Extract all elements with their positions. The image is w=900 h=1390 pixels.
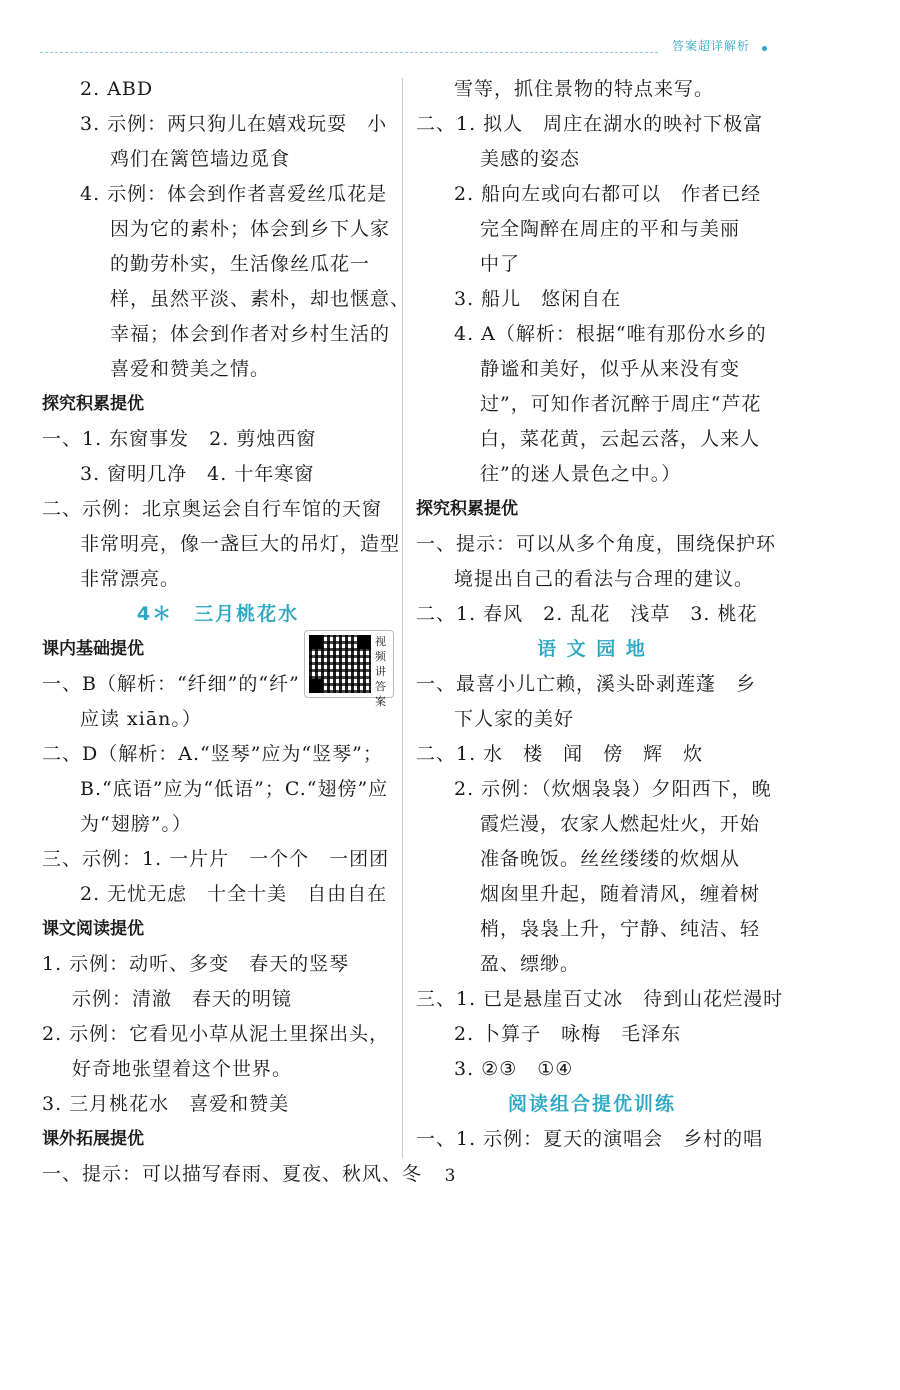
answer-line: 霞烂漫，农家人燃起灶火，开始 xyxy=(480,813,761,835)
answer-line: 的勤劳朴实，生活像丝瓜花一 xyxy=(110,253,371,275)
answer-line: 准备晚饭。丝丝缕缕的炊烟从 xyxy=(480,848,741,870)
column-divider xyxy=(402,78,403,1158)
answer-line: 下人家的美好 xyxy=(454,708,575,730)
answer-line: 好奇地张望着这个世界。 xyxy=(72,1058,293,1080)
answer-line: 一、1. 示例：夏天的演唱会 乡村的唱 xyxy=(416,1128,764,1150)
answer-line: 3. 窗明几净 4. 十年寒窗 xyxy=(80,463,315,485)
section-heading: 探究积累提优 xyxy=(42,394,144,414)
answer-line: 一、提示：可以从多个角度，围绕保护环 xyxy=(416,533,777,555)
answer-line: 3. ②③ ①④ xyxy=(454,1058,574,1080)
answer-line: 3. 示例：两只狗儿在嬉戏玩耍 小 xyxy=(80,113,388,135)
answer-line: 喜爱和赞美之情。 xyxy=(110,358,271,380)
answer-line: 幸福；体会到作者对乡村生活的 xyxy=(110,323,391,345)
answer-line: 非常明亮，像一盏巨大的吊灯，造型 xyxy=(80,533,401,555)
lesson-title: 阅读组合提优训练 xyxy=(507,1093,676,1115)
qr-label: 视频讲答案 xyxy=(375,635,386,708)
answer-line: 美感的姿态 xyxy=(480,148,581,170)
page-number: 3 xyxy=(444,1166,456,1186)
answer-line: 梢，袅袅上升，宁静、纯洁、轻 xyxy=(480,918,761,940)
answer-line: 1. 示例：动听、多变 春天的竖琴 xyxy=(42,953,350,975)
answer-line: 中了 xyxy=(480,253,521,275)
answer-line: 境提出自己的看法与合理的建议。 xyxy=(454,568,755,590)
section-heading: 课文阅读提优 xyxy=(42,919,144,939)
answer-line: 样，虽然平淡、素朴，却也惬意、 xyxy=(110,288,411,310)
answer-line: 静谧和美好，似乎从来没有变 xyxy=(480,358,741,380)
section-heading: 课内基础提优 xyxy=(42,639,144,659)
answer-line: 2. 示例：（炊烟袅袅）夕阳西下，晚 xyxy=(454,778,772,800)
answer-line: 2. 卜算子 咏梅 毛泽东 xyxy=(454,1023,682,1045)
answer-line: 一、最喜小儿亡赖，溪头卧剥莲蓬 乡 xyxy=(416,673,757,695)
header-rule xyxy=(40,52,658,53)
answer-line: 往”的迷人景色之中。） xyxy=(480,463,682,485)
section-heading: 课外拓展提优 xyxy=(42,1129,144,1149)
lesson-title: 语 文 园 地 xyxy=(537,638,647,660)
answer-line: 二、D（解析：A.“竖琴”应为“竖琴”； xyxy=(42,743,383,765)
answer-line: 一、提示：可以描写春雨、夏夜、秋风、冬 xyxy=(42,1163,423,1185)
answer-line: 非常漂亮。 xyxy=(80,568,181,590)
qr-code-icon[interactable] xyxy=(309,635,371,693)
answer-line: 二、1. 春风 2. 乱花 浅草 3. 桃花 xyxy=(416,603,758,625)
answer-line: 2. 无忧无虑 十全十美 自由自在 xyxy=(80,883,388,905)
answer-line: 2. 示例：它看见小草从泥土里探出头， xyxy=(42,1023,390,1045)
answer-line: 一、1. 东窗事发 2. 剪烛西窗 xyxy=(42,428,317,450)
answer-line: 4. 示例：体会到作者喜爱丝瓜花是 xyxy=(80,183,388,205)
answer-line: 2. ABD xyxy=(80,78,154,100)
answer-line: 因为它的素朴；体会到乡下人家 xyxy=(110,218,391,240)
answer-line: 应读 xiān。） xyxy=(80,708,202,730)
answer-line: 二、1. 拟人 周庄在湖水的映衬下极富 xyxy=(416,113,764,135)
answer-line: 鸡们在篱笆墙边觅食 xyxy=(110,148,291,170)
section-heading: 探究积累提优 xyxy=(416,499,518,519)
lesson-title: 4＊ 三月桃花水 xyxy=(136,603,300,625)
answer-line: 二、1. 水 楼 闻 傍 辉 炊 xyxy=(416,743,704,765)
answer-line: 为“翅膀”。） xyxy=(80,813,192,835)
qr-code-box[interactable] xyxy=(304,630,394,708)
answer-line: 完全陶醉在周庄的平和与美丽 xyxy=(480,218,741,240)
header-dot-icon xyxy=(762,46,767,51)
answer-line: 4. A（解析：根据“唯有那份水乡的 xyxy=(454,323,767,345)
answer-line: 盈、缥缈。 xyxy=(480,953,581,975)
right-column xyxy=(412,72,784,1157)
header-title: 答案超详解析 xyxy=(672,39,751,53)
answer-line: 白，菜花黄，云起云落，人来人 xyxy=(480,428,761,450)
answer-line: 二、示例：北京奥运会自行车馆的天窗 xyxy=(42,498,383,520)
answer-line: B.“底语”应为“低语”；C.“翅傍”应 xyxy=(80,778,389,800)
answer-line: 3. 船儿 悠闲自在 xyxy=(454,288,622,310)
answer-line: 雪等，抓住景物的特点来写。 xyxy=(454,78,715,100)
answer-line: 示例：清澈 春天的明镜 xyxy=(72,988,293,1010)
answer-line: 3. 三月桃花水 喜爱和赞美 xyxy=(42,1093,290,1115)
answer-line: 2. 船向左或向右都可以 作者已经 xyxy=(454,183,762,205)
answer-line: 烟囱里升起，随着清风，缠着树 xyxy=(480,883,761,905)
answer-line: 一、B（解析：“纤细”的“纤” xyxy=(42,673,300,695)
answer-line: 三、示例：1. 一片片 一个个 一团团 xyxy=(42,848,390,870)
answer-line: 过”，可知作者沉醉于周庄“芦花 xyxy=(480,393,762,415)
answer-line: 三、1. 已是悬崖百丈冰 待到山花烂漫时 xyxy=(416,988,784,1010)
